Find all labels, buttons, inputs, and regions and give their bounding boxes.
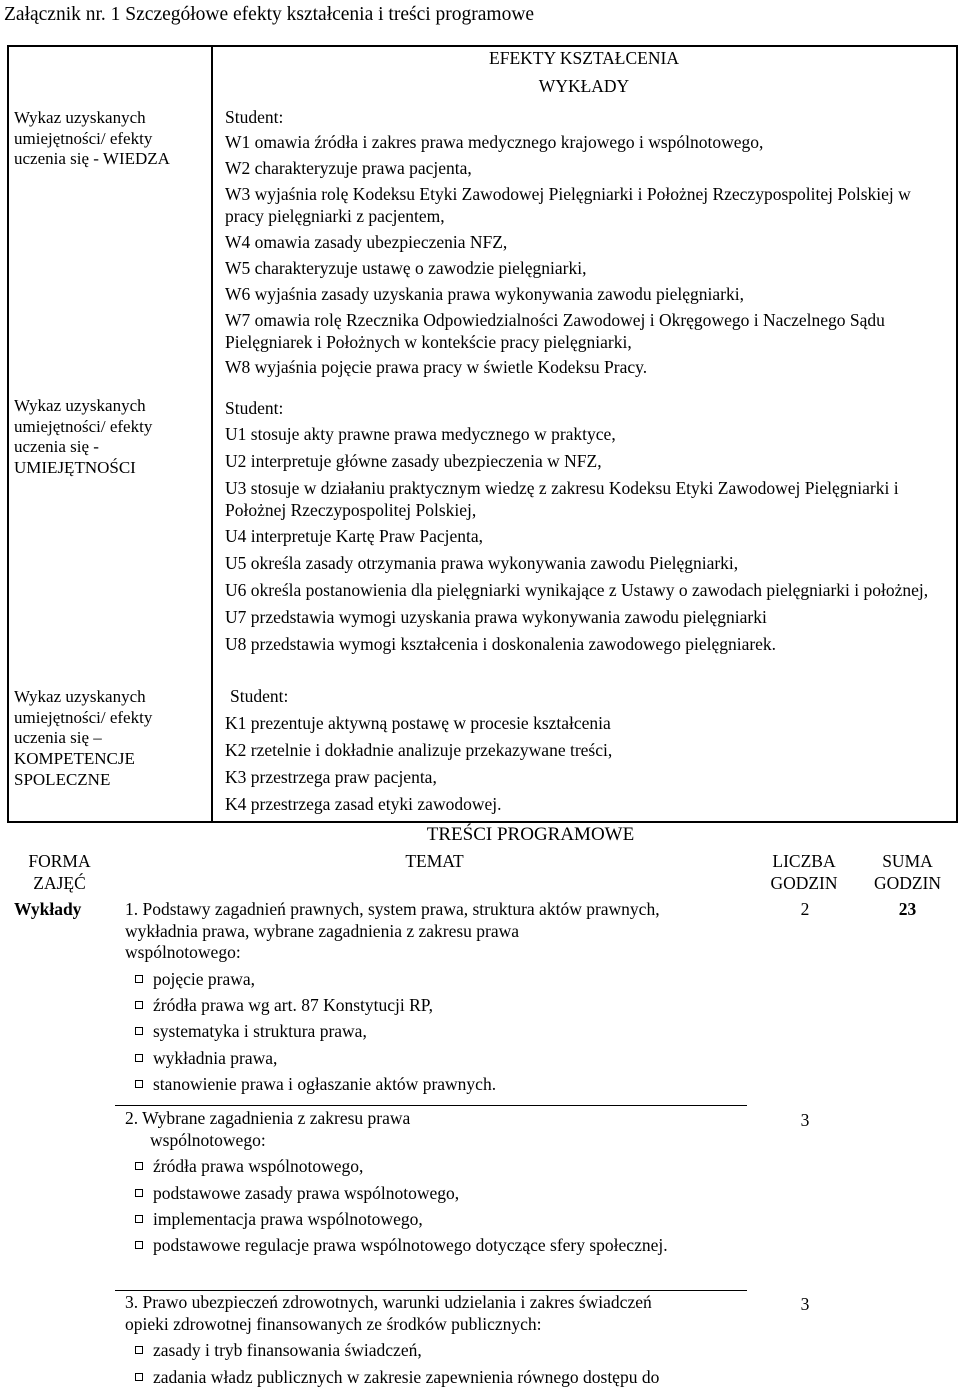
hours-column-header: LICZBA GODZIN: [770, 851, 838, 893]
student-label: Student:: [230, 686, 289, 706]
effects-header: EFEKTY KSZTAŁCENIA: [489, 48, 679, 68]
column-divider: [211, 45, 213, 822]
effect-item: U4 interpretuje Kartę Praw Pacjenta,: [225, 526, 484, 547]
total-hours: 23: [898, 899, 917, 919]
topic-hours: 3: [800, 1110, 810, 1130]
form-name: Wykłady: [14, 899, 82, 919]
topic-column-header: TEMAT: [405, 851, 464, 871]
effect-item: W3 wyjaśnia rolę Kodeksu Etyki Zawodowej Pielęgniarki i Położnej Rzeczypospolitej Polskiej w pracy pielęgniarki z pacjentem,: [225, 184, 911, 227]
skills-side-label: Wykaz uzyskanych umiejętności/ efekty uczenia się - UMIEJĘTNOŚCI: [14, 396, 153, 478]
student-label: Student:: [225, 398, 284, 418]
topic-block-3: [125, 1292, 745, 1393]
list-item: zasady i tryb finansowania świadczeń,: [125, 1340, 745, 1362]
list-item: wykładnia prawa,: [125, 1048, 745, 1070]
program-header: TREŚCI PROGRAMOWE: [426, 824, 635, 845]
effect-item: U3 stosuje w działaniu praktycznym wiedzę z zakresu Kodeksu Etyki Zawodowej Pielęgniarki i Położnej Rzeczypospolitej Polskiej,: [225, 477, 899, 520]
total-column-header: SUMA GODZIN: [873, 851, 942, 893]
list-item: stanowienie prawa i ogłaszanie aktów prawnych.: [125, 1074, 745, 1096]
topic-hours: 2: [800, 899, 810, 919]
effect-item: U2 interpretuje główne zasady ubezpieczenia w NFZ,: [225, 450, 602, 471]
document-title: Załącznik nr. 1 Szczegółowe efekty kształcenia i treści programowe: [4, 4, 535, 25]
topic-block-2: [125, 1108, 745, 1261]
list-item: systematyka i struktura prawa,: [125, 1021, 745, 1043]
effect-item: W5 charakteryzuje ustawę o zawodzie pielęgniarki,: [225, 258, 587, 279]
list-item: zadania władz publicznych w zakresie zapewnienia równego dostępu do: [125, 1367, 745, 1389]
list-item: pojęcie prawa,: [125, 969, 745, 991]
effect-item: W8 wyjaśnia pojęcie prawa pracy w świetle Kodeksu Pracy.: [225, 357, 648, 378]
list-item: źródła prawa wg art. 87 Konstytucji RP,: [125, 995, 745, 1017]
topic-bullets: [125, 1156, 745, 1256]
topic-divider: [115, 1290, 747, 1291]
topic-hours: 3: [800, 1294, 810, 1314]
social-section: [225, 686, 955, 815]
list-item: źródła prawa wspólnotowego,: [125, 1156, 745, 1178]
topic-bullets: [125, 1340, 745, 1388]
student-label: Student:: [225, 107, 284, 127]
list-item: podstawowe regulacje prawa wspólnotowego dotyczące sfery społecznej.: [125, 1235, 673, 1257]
effect-item: U1 stosuje akty prawne prawa medycznego w praktyce,: [225, 423, 616, 444]
topic-bullets: [125, 969, 745, 1095]
effect-item: U7 przedstawia wymogi uzyskania prawa wykonywania zawodu pielęgniarki: [225, 607, 767, 627]
table-border-top: [7, 45, 958, 47]
list-item: implementacja prawa wspólnotowego,: [125, 1209, 745, 1231]
topic-title: 2. Wybrane zagadnienia z zakresu prawa: [125, 1108, 411, 1128]
topic-title: wspólnotowego:: [150, 1129, 266, 1150]
effect-item: W4 omawia zasady ubezpieczenia NFZ,: [225, 232, 508, 253]
topic-title: wspólnotowego:: [125, 942, 241, 963]
effect-item: K3 przestrzega praw pacjenta,: [225, 766, 437, 787]
effect-item: W7 omawia rolę Rzecznika Odpowiedzialności Zawodowej i Okręgowego i Naczelnego Sądu Pielęgniarek i Położnych w kontekście pracy pielęgniarki,: [225, 310, 885, 353]
effect-item: U6 określa postanowienia dla pielęgniarki wynikające z Ustawy o zawodach pielęgniarki i położnej,: [225, 580, 929, 601]
effect-item: W6 wyjaśnia zasady uzyskania prawa wykonywania zawodu pielęgniarki,: [225, 284, 744, 305]
topic-title: 1. Podstawy zagadnień prawnych, system prawa, struktura aktów prawnych,: [125, 899, 660, 919]
form-column-header: FORMA ZAJĘĆ: [28, 851, 91, 893]
topic-block-1: [125, 899, 745, 1100]
effect-item: U5 określa zasady otrzymania prawa wykonywania zawodu Pielęgniarki,: [225, 553, 739, 574]
lectures-subheader: WYKŁADY: [538, 76, 630, 96]
topic-title: wykładnia prawa, wybrane zagadnienia z zakresu prawa: [125, 920, 520, 941]
list-item: podstawowe zasady prawa wspólnotowego,: [125, 1183, 745, 1205]
social-side-label: Wykaz uzyskanych umiejętności/ efekty uczenia się – KOMPETENCJE SPOLECZNE: [14, 687, 153, 789]
effect-item: W1 omawia źródła i zakres prawa medycznego krajowego i wspólnotowego,: [225, 132, 764, 153]
table-border-left: [7, 45, 9, 822]
table-border-right: [956, 45, 958, 822]
knowledge-section: [225, 106, 950, 379]
effect-item: K2 rzetelnie i dokładnie analizuje przekazywane treści,: [225, 739, 613, 760]
effect-item: K1 prezentuje aktywną postawę w procesie kształcenia: [225, 712, 611, 733]
topic-title: opieki zdrowotnej finansowanych ze środków publicznych:: [125, 1313, 542, 1334]
effect-item: W2 charakteryzuje prawa pacjenta,: [225, 158, 472, 179]
topic-divider: [115, 1105, 747, 1106]
effect-item: K4 przestrzega zasad etyki zawodowej.: [225, 793, 502, 814]
skills-section: [225, 398, 950, 656]
knowledge-side-label: Wykaz uzyskanych umiejętności/ efekty uczenia się - WIEDZA: [14, 108, 170, 169]
effect-item: U8 przedstawia wymogi kształcenia i doskonalenia zawodowego pielęgniarek.: [225, 633, 777, 654]
topic-title: 3. Prawo ubezpieczeń zdrowotnych, warunki udzielania i zakres świadczeń: [125, 1292, 652, 1312]
